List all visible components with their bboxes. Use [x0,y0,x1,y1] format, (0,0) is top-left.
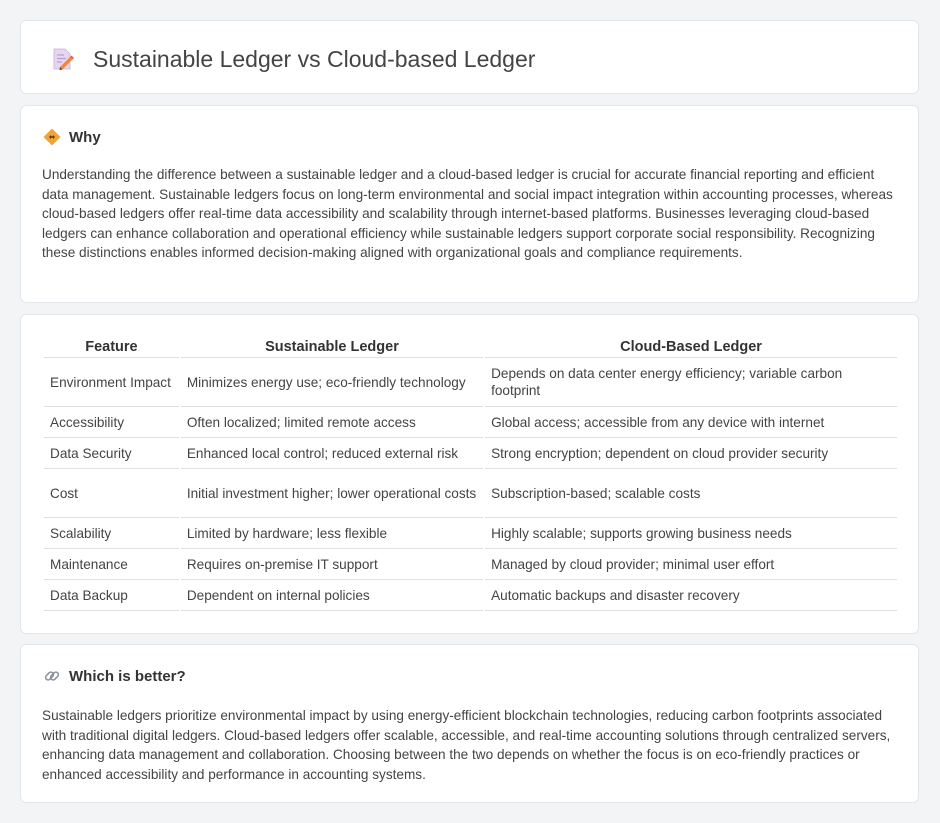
table-cell: Enhanced local control; reduced external risk [181,438,483,469]
why-section [20,105,919,303]
table-row [44,407,897,438]
table-cell: Data Backup [44,580,179,611]
why-heading [43,128,101,146]
column-header: Feature [44,335,179,358]
title-card [20,20,919,94]
diamond-arrows-icon [43,128,61,146]
table-cell: Environment Impact [44,358,179,407]
title-row [49,45,535,73]
page-title: Sustainable Ledger vs Cloud-based Ledger [93,46,536,72]
link-icon [43,667,61,685]
table-cell: Cost [44,469,179,518]
why-text: Understanding the difference between a sustainable ledger and a cloud-based ledger is crucial for accurate financial reporting and efficient data management. Sustainable ledgers focus on long-term environmental and social impact integration within accounting processes, whereas cloud-based ledgers offer real-time data accessibility and scalability through internet-based platforms. Businesses leveraging cloud-based ledgers can enhance collaboration and operational efficiency while sustainable ledgers support corporate social responsibility. Recognizing these distinctions enables informed decision-making aligned with organizational goals and compliance requirements. [42,167,893,261]
which-better-section [20,644,919,803]
table-row [44,469,897,518]
why-title: Why [69,128,101,146]
which-better-title: Which is better? [69,667,186,685]
table-row [44,518,897,549]
table-row [44,358,897,407]
table-cell: Data Security [44,438,179,469]
table-cell: Initial investment higher; lower operational costs [181,469,483,518]
table-cell: Strong encryption; dependent on cloud provider security [485,438,897,469]
table-cell: Depends on data center energy efficiency; variable carbon footprint [485,358,897,407]
table-row [44,580,897,611]
table-row [44,438,897,469]
which-better-text: Sustainable ledgers prioritize environmental impact by using energy-efficient blockchain technologies, reducing carbon footprints associated with traditional digital ledgers. Cloud-based ledgers offer scalable, accessible, and real-time accounting solutions through centralized servers, enhancing data management and collaboration. Choosing between the two depends on whether the focus is on eco-friendly practices or enhanced accessibility and performance in accounting systems. [42,708,891,782]
table-cell: Automatic backups and disaster recovery [485,580,897,611]
comparison-table [42,335,899,611]
table-cell: Global access; accessible from any device with internet [485,407,897,438]
table-cell: Subscription-based; scalable costs [485,469,897,518]
comparison-section [20,314,919,634]
table-cell: Requires on-premise IT support [181,549,483,580]
table-cell: Limited by hardware; less flexible [181,518,483,549]
table-cell: Dependent on internal policies [181,580,483,611]
which-better-heading [43,667,186,685]
column-header: Cloud-Based Ledger [485,335,897,358]
pencil-document-icon [49,46,75,72]
table-cell: Scalability [44,518,179,549]
column-header: Sustainable Ledger [181,335,483,358]
table-cell: Accessibility [44,407,179,438]
table-row [44,549,897,580]
table-cell: Managed by cloud provider; minimal user effort [485,549,897,580]
table-cell: Often localized; limited remote access [181,407,483,438]
table-header-row [44,335,897,358]
table-cell: Minimizes energy use; eco-friendly technology [181,358,483,407]
table-cell: Maintenance [44,549,179,580]
table-cell: Highly scalable; supports growing business needs [485,518,897,549]
